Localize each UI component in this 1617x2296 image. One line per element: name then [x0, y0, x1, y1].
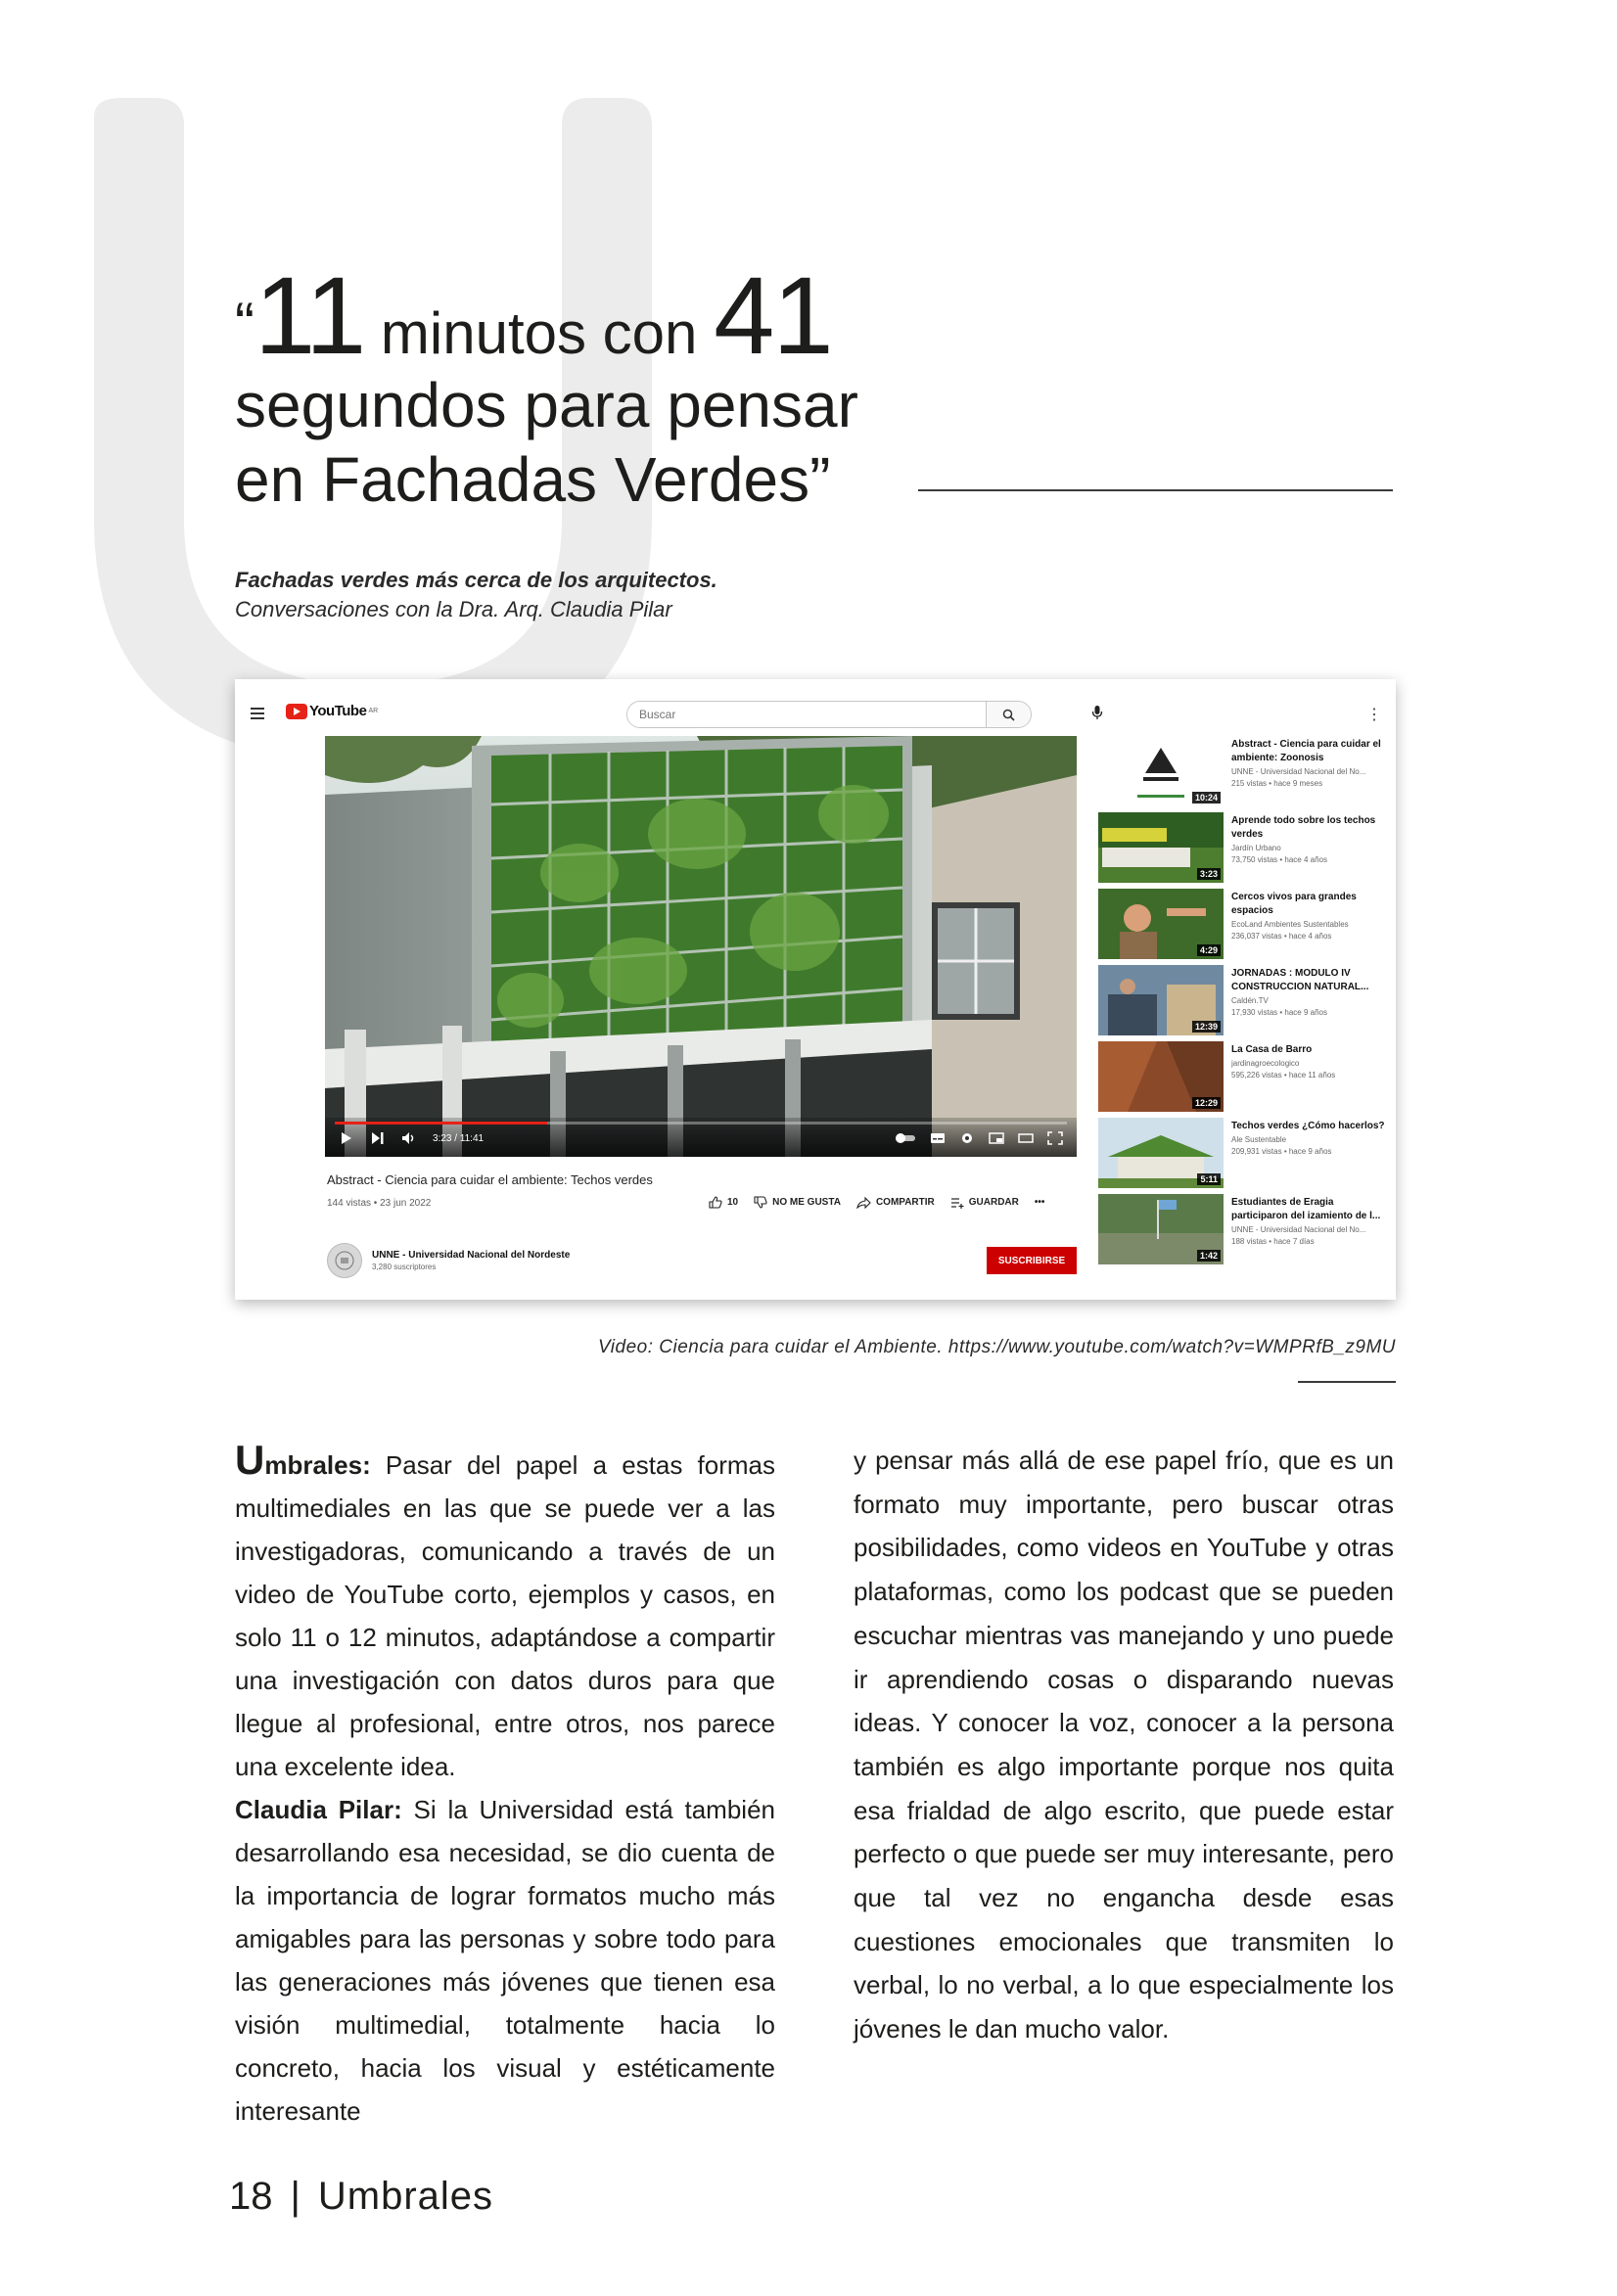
thumbs-down-icon: [754, 1196, 767, 1209]
youtube-play-icon: [286, 704, 307, 719]
related-title: La Casa de Barro: [1231, 1044, 1313, 1055]
related-video-item[interactable]: [1098, 1041, 1392, 1118]
like-button[interactable]: 10: [709, 1196, 738, 1209]
speaker-umbrales: mbrales:: [264, 1450, 371, 1480]
video-player[interactable]: [325, 736, 1077, 1157]
search-button[interactable]: [986, 702, 1031, 727]
related-channel: jardinagroecologico: [1231, 1059, 1300, 1068]
video-thumbnail: 12:29: [1098, 1041, 1224, 1112]
microphone-icon[interactable]: [1091, 705, 1103, 720]
related-channel: Caldén.TV: [1231, 996, 1269, 1005]
fullscreen-icon[interactable]: [1047, 1131, 1063, 1145]
playlist-add-icon: [950, 1197, 964, 1209]
channel-avatar[interactable]: [327, 1243, 362, 1278]
page-number: 18: [229, 2175, 273, 2218]
related-video-item[interactable]: [1098, 889, 1392, 965]
related-title: Abstract - Ciencia para cuidar el ambiente: Zoonosis: [1231, 739, 1381, 763]
footer-separator: |: [290, 2175, 300, 2218]
more-actions-icon[interactable]: •••: [1034, 1197, 1045, 1208]
publication-name: Umbrales: [317, 2175, 494, 2218]
title-line-1: “11 minutos con 41: [235, 254, 832, 377]
subtitle-lead: Fachadas verdes más cerca de los arquitectos.: [235, 568, 717, 592]
theater-mode-icon[interactable]: [1018, 1131, 1034, 1145]
speaker-claudia-pilar: Claudia Pilar:: [235, 1795, 402, 1824]
thumbs-up-icon: [709, 1196, 722, 1209]
search-icon: [1002, 709, 1015, 721]
time-display: 3:23 / 11:41: [433, 1132, 485, 1144]
paragraph-1: Pasar del papel a estas formas multimediales en las que se puede ver a las investigadoras, comunicando a través de un video de YouTube corto, ejemplos y casos, en solo 11 o 12 minutos, adaptándose a compartir una investigación con datos duros para que llegue al profesional, entre otros, nos parece una excelente idea.: [235, 1450, 775, 1781]
related-views: 17,930 vistas • hace 9 años: [1231, 1008, 1327, 1017]
video-thumbnail: 5:11: [1098, 1118, 1224, 1188]
video-thumbnail: 1:42: [1098, 1194, 1224, 1264]
related-views: 215 vistas • hace 9 meses: [1231, 779, 1323, 788]
related-views: 188 vistas • hace 7 días: [1231, 1237, 1315, 1246]
related-channel: UNNE - Universidad Nacional del No...: [1231, 767, 1366, 776]
youtube-logo[interactable]: YouTube AR: [286, 703, 378, 719]
related-title: JORNADAS : MODULO IV CONSTRUCCION NATURAL...: [1231, 968, 1369, 992]
article-title: [235, 254, 940, 517]
video-thumbnail: 4:29: [1098, 889, 1224, 959]
subtitles-icon[interactable]: [930, 1131, 946, 1145]
related-title: Estudiantes de Eragia participaron del izamiento de l...: [1231, 1197, 1381, 1221]
video-thumbnail: 10:24: [1098, 736, 1224, 806]
related-title: Aprende todo sobre los techos verdes: [1231, 815, 1376, 840]
channel-name[interactable]: UNNE - Universidad Nacional del Nordeste: [372, 1250, 571, 1261]
related-channel: UNNE - Universidad Nacional del No...: [1231, 1225, 1366, 1234]
related-title: Techos verdes ¿Cómo hacerlos?: [1231, 1121, 1385, 1131]
video-frame-image: [325, 736, 1077, 1157]
miniplayer-icon[interactable]: [989, 1131, 1004, 1145]
video-meta: 144 vistas • 23 jun 2022: [327, 1198, 432, 1209]
subtitle: [235, 566, 717, 624]
related-title: Cercos vivos para grandes espacios: [1231, 892, 1357, 916]
related-video-item[interactable]: [1098, 965, 1392, 1041]
save-button[interactable]: GUARDAR: [950, 1197, 1019, 1209]
play-icon[interactable]: [339, 1131, 354, 1145]
video-thumbnail: 12:39: [1098, 965, 1224, 1035]
search-input[interactable]: [627, 702, 986, 727]
caption-divider: [1298, 1381, 1396, 1383]
search-bar: [626, 701, 1032, 728]
related-video-item[interactable]: [1098, 736, 1392, 812]
related-video-item[interactable]: [1098, 812, 1392, 889]
video-title: Abstract - Ciencia para cuidar el ambiente: Techos verdes: [327, 1172, 653, 1187]
related-views: 73,750 vistas • hace 4 años: [1231, 855, 1327, 864]
title-line-2: segundos para pensar: [235, 370, 858, 440]
related-channel: Jardín Urbano: [1231, 844, 1281, 852]
title-divider: [918, 489, 1393, 491]
youtube-header: [235, 679, 1396, 734]
video-thumbnail: 3:23: [1098, 812, 1224, 883]
share-button[interactable]: COMPARTIR: [856, 1197, 935, 1209]
channel-info: [327, 1243, 570, 1278]
progress-bar[interactable]: [335, 1122, 1067, 1125]
video-actions: [709, 1196, 1044, 1209]
next-icon[interactable]: [370, 1131, 386, 1145]
related-channel: EcoLand Ambientes Sustentables: [1231, 920, 1349, 929]
body-column-right: y pensar más allá de ese papel frío, que es un formato muy importante, pero buscar otras posibilidades, como videos en YouTube y otras plataformas, como los podcast que se pueden escuchar mientras vas manejando y uno puede ir aprendiendo cosas o disparando nuevas ideas. Y conocer la voz, conocer a la persona también es algo importante porque nos quita esa frialdad de algo escrito, que puede estar perfecto o que puede ser muy interesante, pero que tal vez no engancha desde esas cuestiones emocionales que transmiten lo verbal, lo no verbal, a lo que especialmente los jóvenes le dan mucho valor.: [854, 1446, 1394, 2044]
related-views: 236,037 vistas • hace 4 años: [1231, 932, 1332, 941]
share-icon: [856, 1197, 871, 1209]
channel-subscribers: 3,280 suscriptores: [372, 1263, 437, 1271]
player-controls: [325, 1118, 1077, 1157]
youtube-screenshot: [235, 679, 1396, 1300]
figure-caption: Video: Ciencia para cuidar el Ambiente. https://www.youtube.com/watch?v=WMPRfB_z9MU: [597, 1337, 1396, 1357]
title-line-3: en Fachadas Verdes”: [235, 444, 831, 515]
subtitle-byline: Conversaciones con la Dra. Arq. Claudia Pilar: [235, 597, 672, 621]
drop-cap: U: [235, 1437, 265, 1483]
university-seal-icon: [334, 1250, 355, 1271]
related-videos-sidebar: [1098, 736, 1392, 1270]
dislike-button[interactable]: NO ME GUSTA: [754, 1196, 841, 1209]
volume-icon[interactable]: [401, 1131, 417, 1145]
related-video-item[interactable]: [1098, 1194, 1392, 1270]
more-options-icon[interactable]: ⋮: [1366, 707, 1382, 723]
related-video-item[interactable]: [1098, 1118, 1392, 1194]
related-views: 595,226 vistas • hace 11 años: [1231, 1071, 1336, 1079]
menu-icon[interactable]: [251, 708, 264, 722]
body-column-left: [235, 1439, 775, 2133]
paragraph-2: Si la Universidad está también desarrollando esa necesidad, se dio cuenta de la importancia de lograr formatos mucho más amigables para las personas y sobre todo para las generaciones más jóvenes que tienen esa visión multimedial, totalmente hacia lo concreto, hacia los visual y estéticamente interesante: [235, 1795, 776, 2126]
related-views: 209,931 vistas • hace 9 años: [1231, 1147, 1332, 1156]
subscribe-button[interactable]: SUSCRIBIRSE: [987, 1247, 1077, 1274]
page-footer: [229, 2175, 493, 2219]
settings-gear-icon[interactable]: [959, 1131, 975, 1145]
related-channel: Ale Sustentable: [1231, 1135, 1287, 1144]
autoplay-toggle-icon[interactable]: [895, 1131, 916, 1145]
progress-fill: [335, 1122, 547, 1125]
